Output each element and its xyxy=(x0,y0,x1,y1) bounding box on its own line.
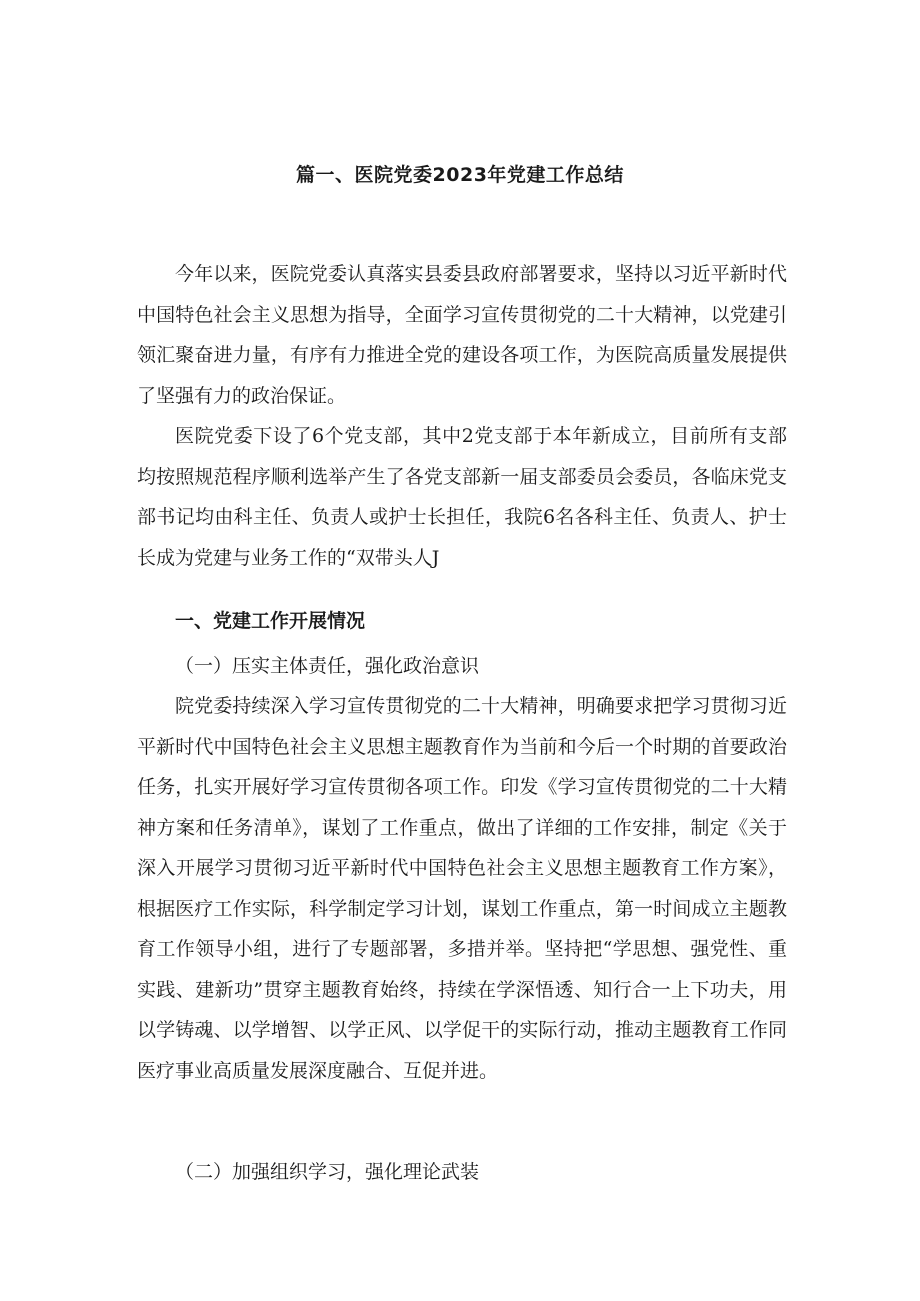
section-heading: 一、党建工作开展情况 xyxy=(175,610,366,632)
paragraph-study: 院党委持续深入学习宣传贯彻党的二十大精神，明确要求把学习贯彻习近平新时代中国特色社会主义思想主题教育作为当前和今后一个时期的首要政治任务，扎实开展好学习宣传贯彻各项工作。印发《学习宣传贯彻党的二十大精神方案和任务清单》，谋划了工作重点，做出了详细的工作安排，制定《关于深入开展学习贯彻习近平新时代中国特色社会主义思想主题教育工作方案》，根据医疗工作实际，科学制定学习计划，谋划工作重点，第一时间成立主题教育工作领导小组，进行了专题部署，多措并举。坚持把“学思想、强党性、重实践、建新功”贯穿主题教育始终，持续在学深悟透、知行合一上下功夫，用以学铸魂、以学增智、以学正风、以学促干的实际行动，推动主题教育工作同医疗事业高质量发展深度融合、互促并进。 xyxy=(137,695,787,1082)
subheading-1: （一）压实主体责任，强化政治意识 xyxy=(175,655,480,677)
paragraph-intro: 今年以来，医院党委认真落实县委县政府部署要求，坚持以习近平新时代中国特色社会主义思想为指导，全面学习宣传贯彻党的二十大精神，以党建引领汇聚奋进力量，有序有力推进全党的建设各项工作，为医院高质量发展提供了坚强有力的政治保证。 xyxy=(137,263,787,407)
subheading-2: （二）加强组织学习，强化理论武装 xyxy=(175,1161,480,1183)
paragraph-branches: 医院党委下设了6个党支部，其中2党支部于本年新成立，目前所有支部均按照规范程序顺利选举产生了各党支部新一届支部委员会委员，各临床党支部书记均由科主任、负责人或护士长担任，我院6名各科主任、负责人、护士长成为党建与业务工作的“双带头人J xyxy=(137,425,787,569)
document-title: 篇一、医院党委2023年党建工作总结 xyxy=(296,164,624,186)
